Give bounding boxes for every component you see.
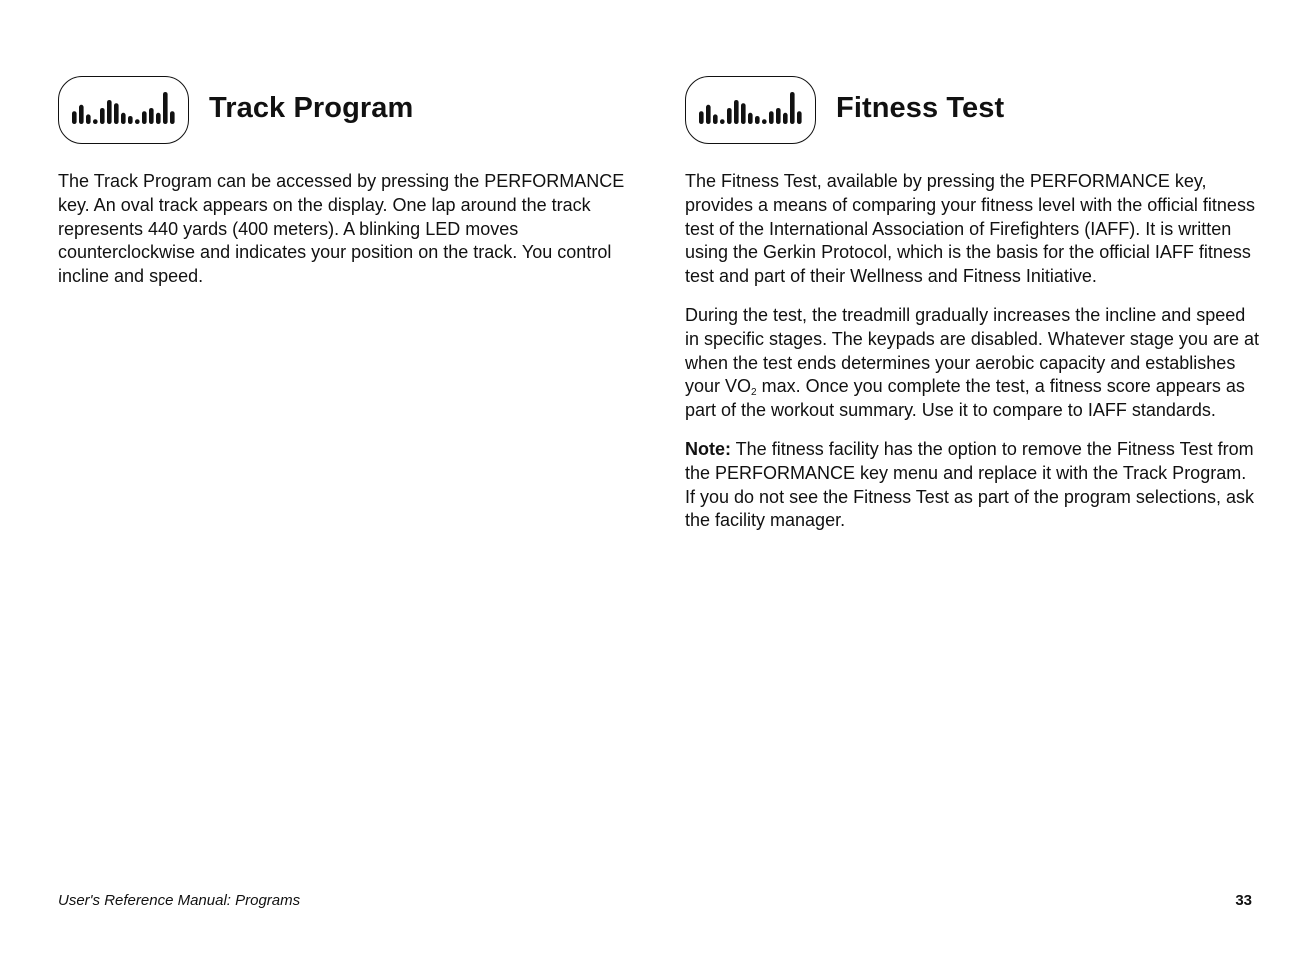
icon-bar [699,111,704,124]
icon-bar [107,100,112,124]
paragraph: The Track Program can be accessed by pressing the PERFORMANCE key. An oval track appears on the display. One lap around the track represents 440 yards (400 meters). A blinking LED moves counterclockwise and indicates your position on the track. You control incline and speed. [58,171,625,287]
section-track-program [58,74,638,304]
icon-bar [797,111,802,124]
paragraph [685,304,1260,423]
section-body [685,170,1260,533]
section-body [58,170,638,289]
icon-bar [720,119,725,124]
section-title: Track Program [209,91,414,124]
icon-bar [748,113,753,124]
icon-bar [762,119,767,124]
icon-bar [86,114,91,124]
icon-bar [79,105,84,124]
note-text: The fitness facility has the option to remove the Fitness Test from the PERFORMANCE key menu and replace it with the Track Program. If you do not see the Fitness Test as part of the program selections, ask the facility manager. [685,438,1254,531]
section-fitness-test [685,74,1260,548]
icon-bar [100,108,105,124]
icon-bar [163,92,168,124]
paragraph: The Fitness Test, available by pressing the PERFORMANCE key, provides a means of comparing your fitness level with the official fitness test of the International Association of Firefighters (IAFF). It is written using the Gerkin Protocol, which is the basis for the official IAFF fitness test and part of their Wellness and Fitness Initiative. [685,171,1255,287]
note-label: Note: [685,438,731,459]
icon-bar [170,111,175,124]
section-title: Fitness Test [836,91,1005,124]
icon-bar [783,113,788,124]
bar-graph-icon [685,76,816,144]
paragraph-text: max. Once you complete the test, a fitness score appears as part of the workout summary. Use it to compare to IAFF standards. [685,376,1245,421]
icon-bar [142,111,147,124]
icon-bar [128,116,133,124]
note-paragraph [685,438,1260,533]
section-heading [685,74,1260,146]
icon-bar [135,119,140,124]
icon-bar [790,92,795,124]
footer-manual-title: User's Reference Manual: Programs [58,892,301,909]
icon-bar [741,103,746,124]
subscript: 2 [751,387,757,399]
icon-bar [121,113,126,124]
section-heading [58,74,638,146]
page-number: 33 [1235,892,1252,909]
icon-bar [776,108,781,124]
icon-bar [755,116,760,124]
icon-bar [114,103,119,124]
icon-bar [706,105,711,124]
icon-bar [156,113,161,124]
icon-bar [769,111,774,124]
icon-bar [93,119,98,124]
icon-bar [727,108,732,124]
icon-bar [72,111,77,124]
paragraph-text: During the test, the treadmill gradually increases the incline and speed in specific stages. The keypads are disabled. Whatever stage you are at when the test ends determines your aerobic capacity and establishes your VO [685,304,1259,397]
bar-graph-icon [58,76,189,144]
icon-bar [149,108,154,124]
icon-bar [734,100,739,124]
icon-bar [713,114,718,124]
